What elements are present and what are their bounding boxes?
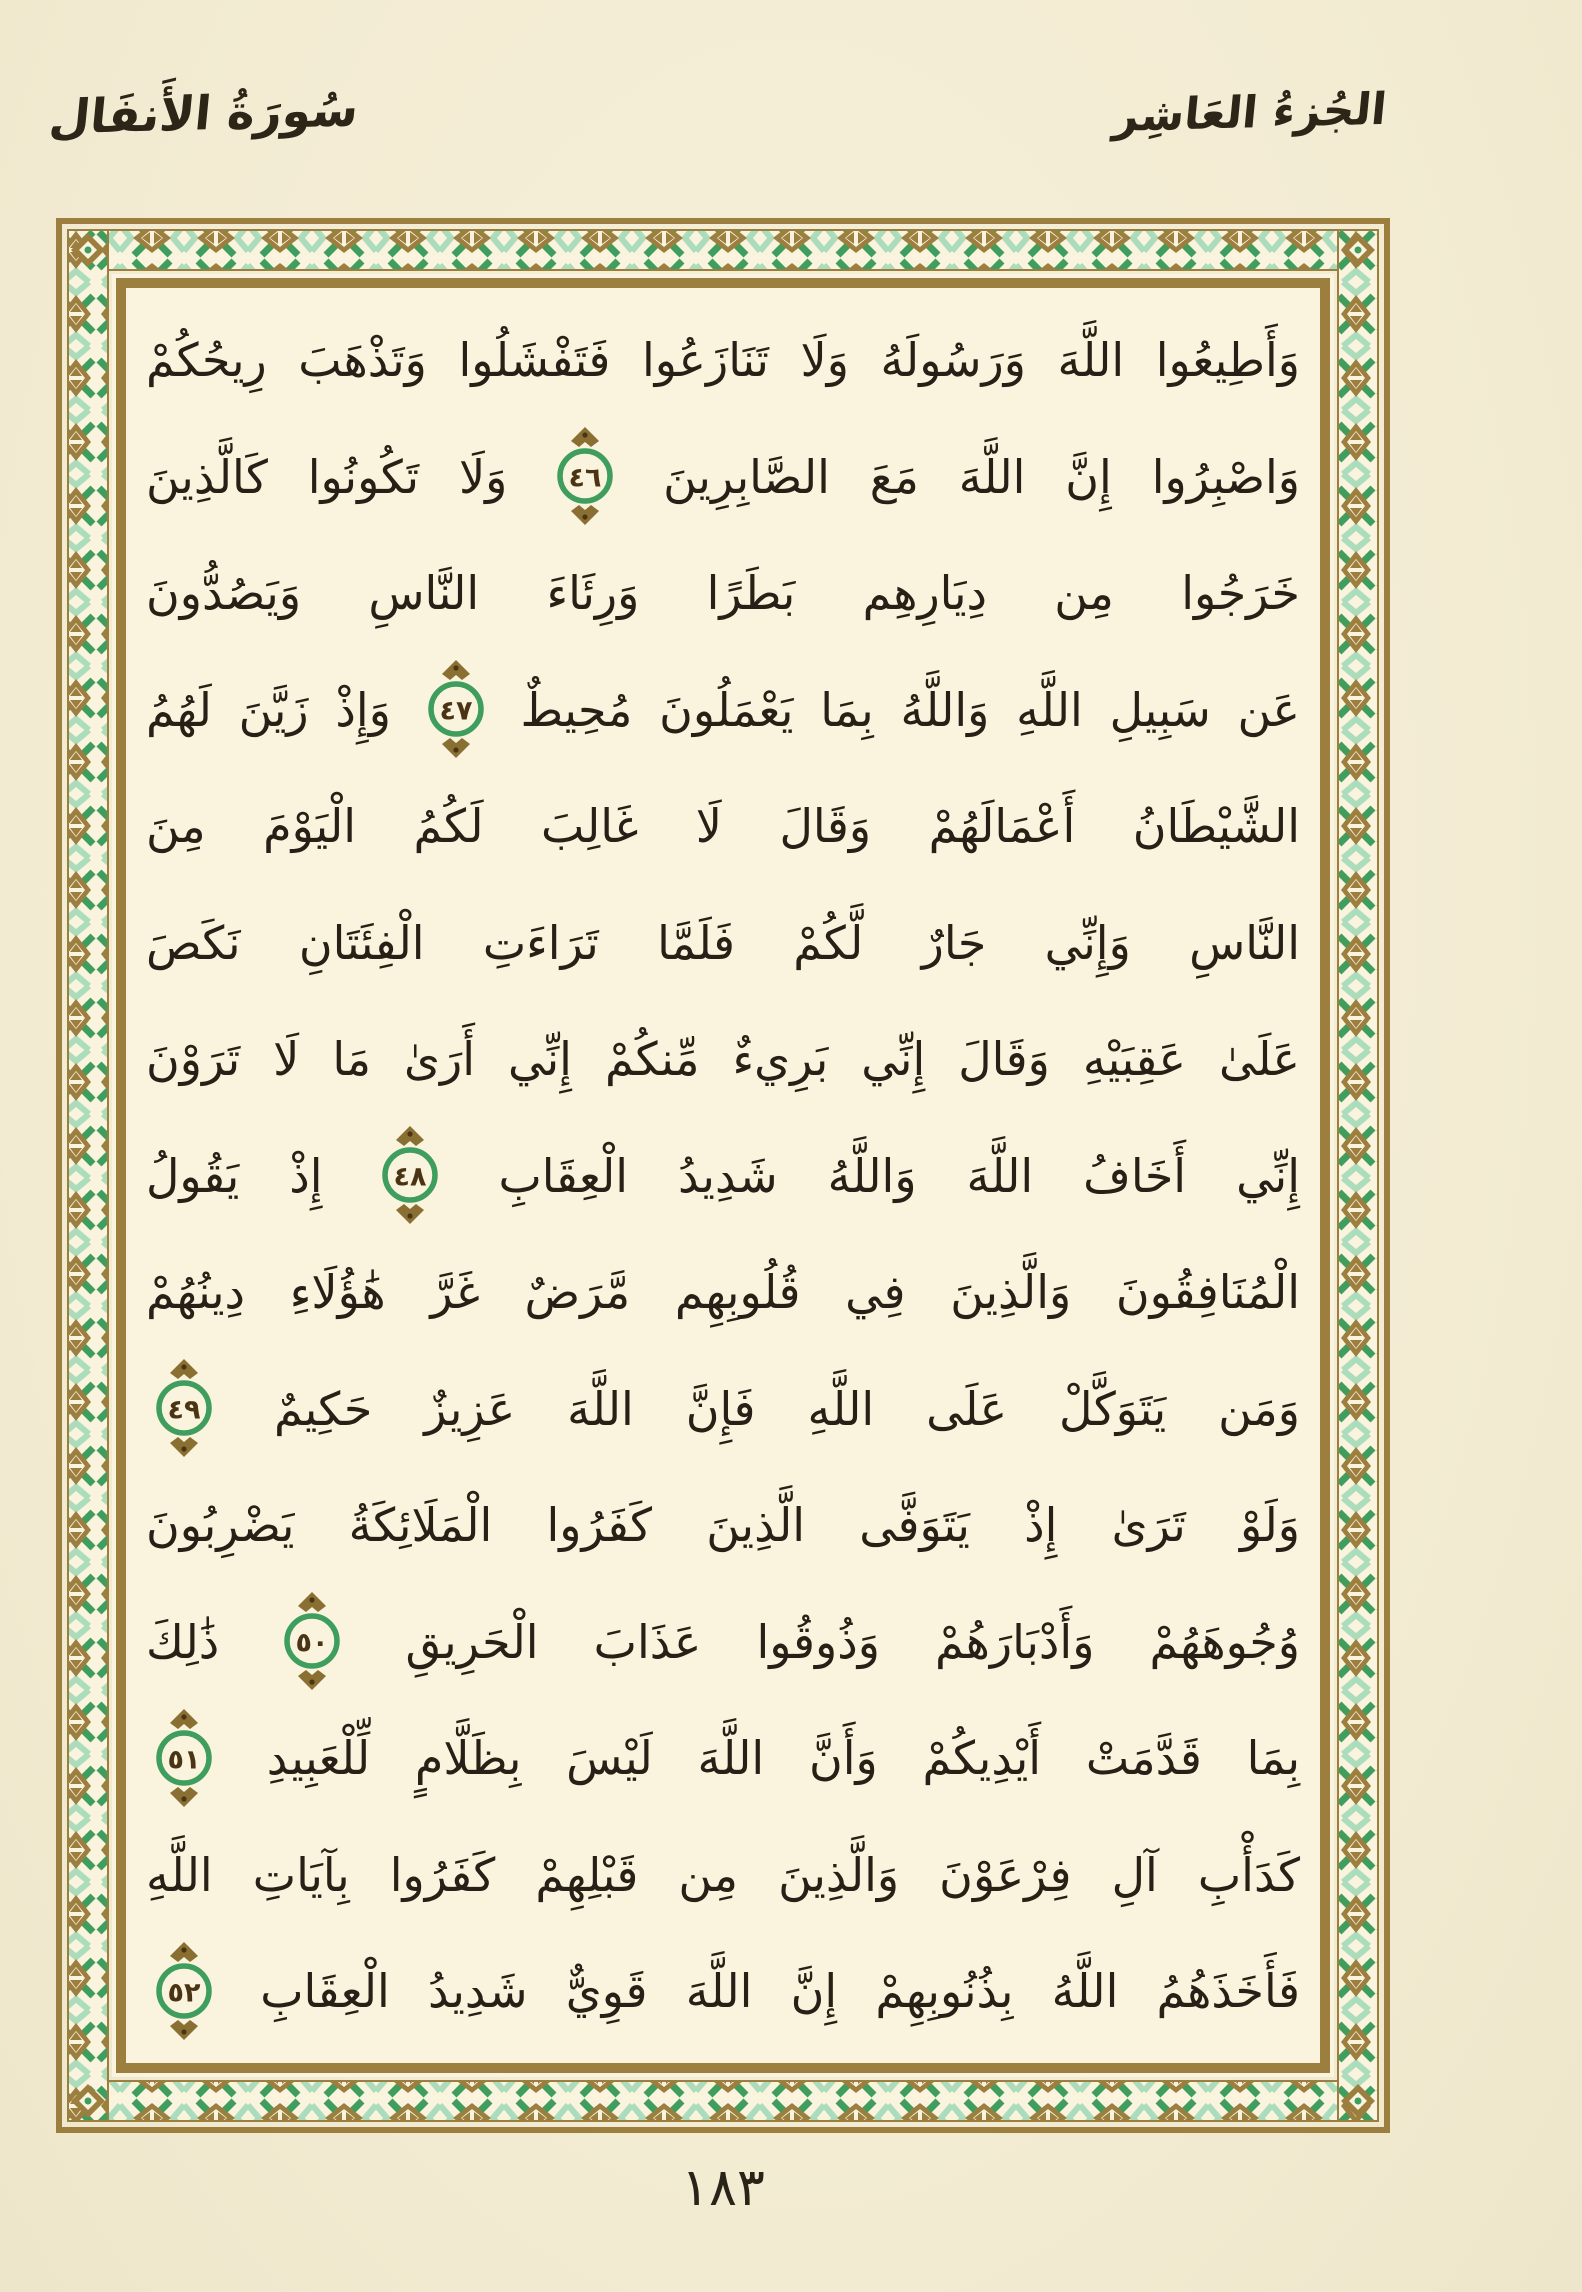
quran-text-area: [132, 294, 1314, 2057]
verse-number: ٤٦: [568, 462, 602, 494]
decorative-frame: [56, 218, 1390, 2133]
mushaf-line: [146, 1702, 1300, 1814]
ayah-text: إِذْ يَقُولُ: [146, 1148, 323, 1203]
verse-number: ٥٠: [295, 1627, 329, 1659]
mushaf-line: [146, 1819, 1300, 1931]
ayah-text: وَأَطِيعُوا اللَّهَ وَرَسُولَهُ وَلَا تَنَازَعُوا فَتَفْشَلُوا وَتَذْهَبَ رِيحُكُمْ: [146, 333, 1300, 387]
verse-number: ٤٧: [439, 695, 473, 727]
surah-title: سُورَةُ الأَنفَال: [46, 82, 361, 146]
ayah-text: عَلَىٰ عَقِبَيْهِ وَقَالَ إِنِّي بَرِيءٌ مِّنكُمْ إِنِّي أَرَىٰ مَا لَا تَرَوْنَ: [146, 1032, 1300, 1086]
verse-number-medallion: [284, 1592, 340, 1690]
mushaf-line: [146, 1353, 1300, 1465]
verse-number: ٥١: [167, 1744, 201, 1775]
ayah-text: كَدَأْبِ آلِ فِرْعَوْنَ وَالَّذِينَ مِن قَبْلِهِمْ كَفَرُوا بِآيَاتِ اللَّهِ: [146, 1847, 1300, 1902]
ayah-text: وَلَا تَكُونُوا كَالَّذِينَ: [146, 449, 508, 504]
verse-number-medallion: [156, 1942, 212, 2040]
mushaf-line: [146, 1120, 1300, 1232]
verse-number: ٤٩: [167, 1394, 201, 1426]
mushaf-line: [146, 1935, 1300, 2047]
ayah-text: وَاصْبِرُوا إِنَّ اللَّهَ مَعَ الصَّابِرِينَ: [663, 449, 1301, 504]
ayah-text: خَرَجُوا مِن دِيَارِهِم بَطَرًا وَرِئَاءَ النَّاسِ وَيَصُدُّونَ: [146, 566, 1300, 620]
ayah-text: الْمُنَافِقُونَ وَالَّذِينَ فِي قُلُوبِهِم مَّرَضٌ غَرَّ هَٰؤُلَاءِ دِينُهُمْ: [146, 1265, 1300, 1319]
ayah-text: ذَٰلِكَ: [146, 1614, 220, 1669]
mushaf-line: [146, 1469, 1300, 1581]
mushaf-line: [146, 537, 1300, 649]
ayah-text: عَن سَبِيلِ اللَّهِ وَاللَّهُ بِمَا يَعْمَلُونَ مُحِيطٌ: [520, 682, 1300, 737]
mushaf-line: [146, 421, 1300, 533]
mushaf-line: [146, 304, 1300, 416]
verse-number-medallion: [156, 1359, 212, 1457]
ayah-text: وَلَوْ تَرَىٰ إِذْ يَتَوَفَّى الَّذِينَ كَفَرُوا الْمَلَائِكَةُ يَضْرِبُونَ: [146, 1498, 1300, 1552]
verse-number: ٤٨: [394, 1161, 427, 1193]
mushaf-line: [146, 654, 1300, 766]
ayah-text: فَأَخَذَهُمُ اللَّهُ بِذُنُوبِهِمْ إِنَّ اللَّهَ قَوِيٌّ شَدِيدُ الْعِقَابِ: [260, 1964, 1300, 2018]
verse-number: ٥٢: [167, 1977, 201, 2008]
ayah-text: إِنِّي أَخَافُ اللَّهَ وَاللَّهُ شَدِيدُ الْعِقَابِ: [498, 1148, 1300, 1203]
page-number: ١٨٣: [681, 2158, 765, 2218]
mushaf-line: [146, 1236, 1300, 1348]
ayah-text: وَمَن يَتَوَكَّلْ عَلَى اللَّهِ فَإِنَّ اللَّهَ عَزِيزٌ حَكِيمٌ: [273, 1381, 1300, 1436]
verse-number-medallion: [557, 427, 613, 525]
ayah-text: وَإِذْ زَيَّنَ لَهُمُ: [146, 682, 391, 737]
verse-number-medallion: [428, 660, 484, 758]
verse-number-medallion: [156, 1709, 212, 1807]
mushaf-line: [146, 887, 1300, 999]
verse-number-medallion: [382, 1126, 438, 1224]
mushaf-line: [146, 1003, 1300, 1115]
juz-label: الجُزءُ العَاشِر: [1111, 83, 1389, 142]
mushaf-line: [146, 770, 1300, 882]
mushaf-line: [146, 1586, 1300, 1698]
ayah-text: وُجُوهَهُمْ وَأَدْبَارَهُمْ وَذُوقُوا عَذَابَ الْحَرِيقِ: [405, 1614, 1301, 1669]
ayah-text: بِمَا قَدَّمَتْ أَيْدِيكُمْ وَأَنَّ اللَّهَ لَيْسَ بِظَلَّامٍ لِّلْعَبِيدِ: [266, 1731, 1301, 1785]
ayah-text: النَّاسِ وَإِنِّي جَارٌ لَّكُمْ فَلَمَّا تَرَاءَتِ الْفِئَتَانِ نَكَصَ: [146, 915, 1300, 970]
ayah-text: الشَّيْطَانُ أَعْمَالَهُمْ وَقَالَ لَا غَالِبَ لَكُمُ الْيَوْمَ مِنَ: [146, 799, 1300, 853]
